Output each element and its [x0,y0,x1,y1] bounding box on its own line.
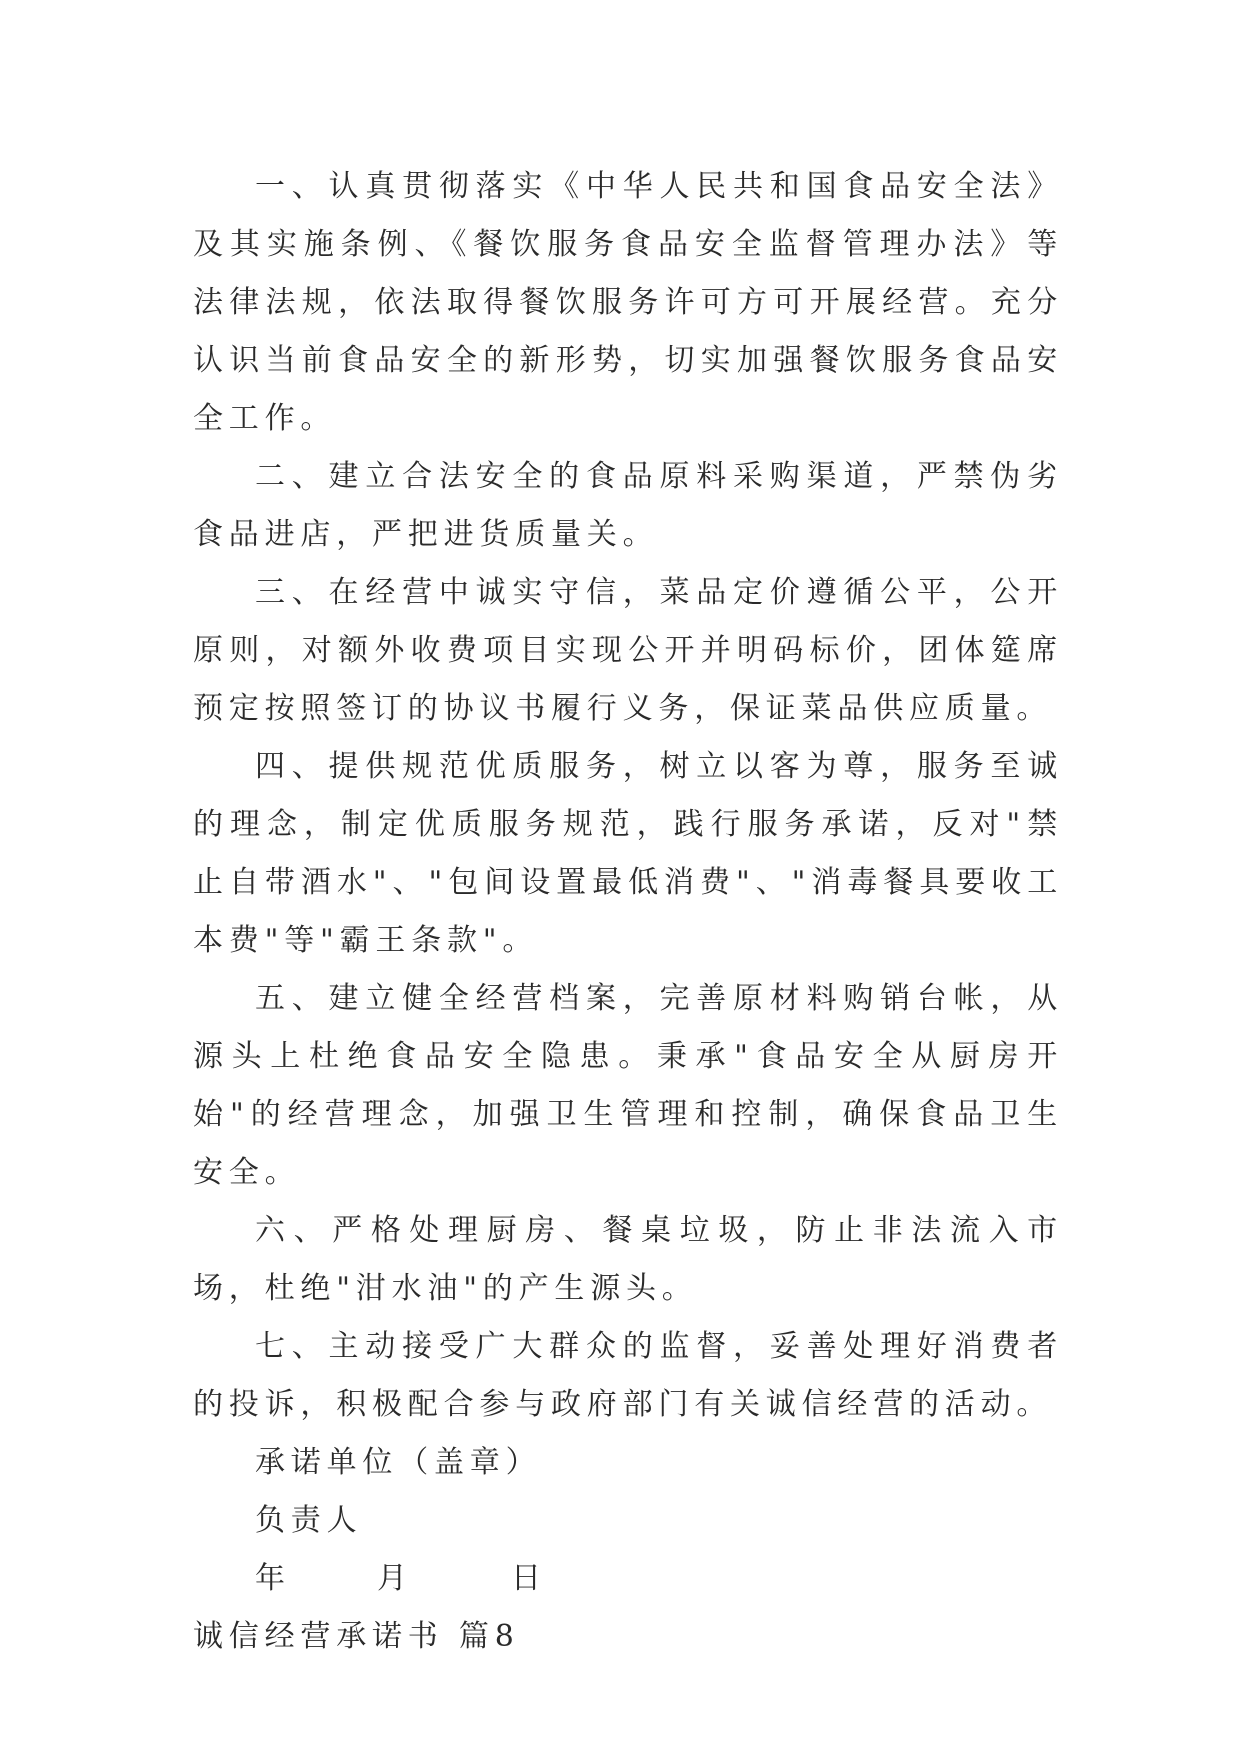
signature-unit: 承诺单位（盖章） [255,1445,542,1480]
paragraph-7: 七、主动接受广大群众的监督，妥善处理好消费者的投诉，积极配合参与政府部门有关诚信经营的活动。 [193,1329,1063,1422]
paragraph-3: 三、在经营中诚实守信，菜品定价遵循公平，公开原则，对额外收费项目实现公开并明码标价，团体筵席预定按照签订的协议书履行义务，保证菜品供应质量。 [193,575,1063,726]
next-section-heading: 诚信经营承诺书 篇8 [193,1619,520,1654]
date-day: 日 [511,1561,547,1596]
date-month: 月 [377,1561,413,1596]
signature-person: 负责人 [255,1503,363,1538]
paragraph-1: 一、认真贯彻落实《中华人民共和国食品安全法》及其实施条例、《餐饮服务食品安全监督管理办法》等法律法规，依法取得餐饮服务许可方可开展经营。充分认识当前食品安全的新形势，切实加强餐饮服务食品安全工作。 [193,169,1063,436]
date-year: 年 [255,1561,291,1596]
paragraph-4: 四、提供规范优质服务，树立以客为尊，服务至诚的理念，制定优质服务规范，践行服务承诺，反对"禁止自带酒水"、"包间设置最低消费"、"消毒餐具要收工本费"等"霸王条款"。 [193,749,1063,958]
document-body [193,158,1063,1666]
paragraph-5: 五、建立健全经营档案，完善原材料购销台帐，从源头上杜绝食品安全隐患。秉承"食品安全从厨房开始"的经营理念，加强卫生管理和控制，确保食品卫生安全。 [193,981,1063,1190]
signature-date [193,1550,1063,1608]
paragraph-6: 六、严格处理厨房、餐桌垃圾，防止非法流入市场，杜绝"泔水油"的产生源头。 [193,1213,1063,1306]
paragraph-2: 二、建立合法安全的食品原料采购渠道，严禁伪劣食品进店，严把进货质量关。 [193,459,1063,552]
